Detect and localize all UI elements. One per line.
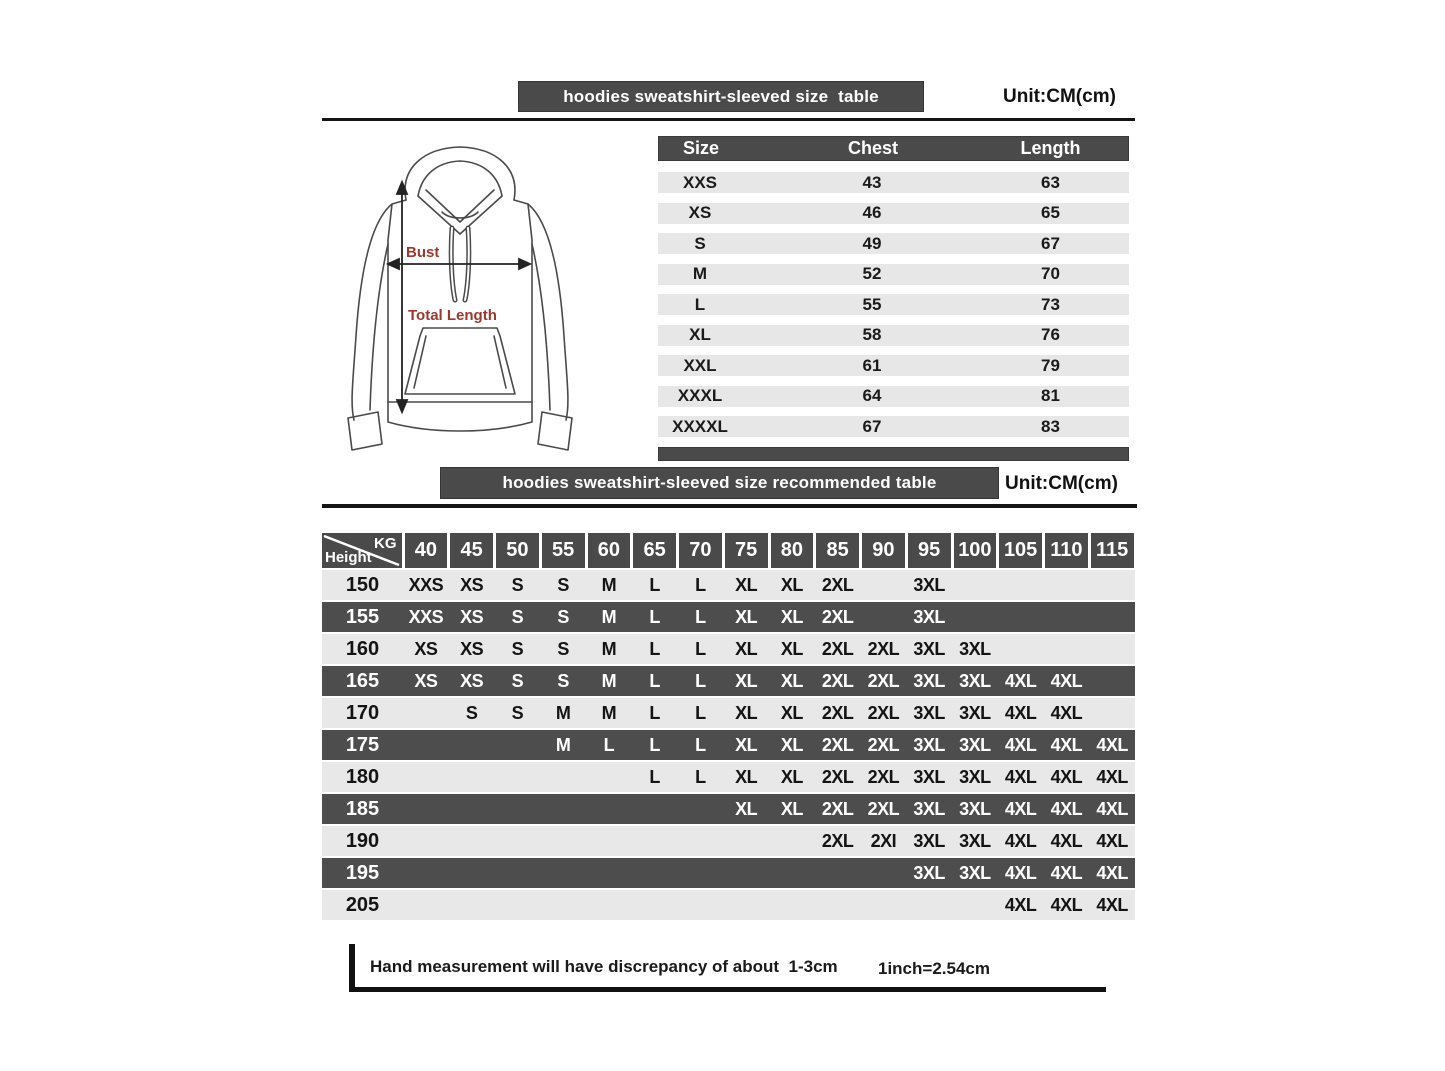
measurement-discrepancy-note: Hand measurement will have discrepancy of about 1-3cm — [370, 957, 838, 976]
matrix-size-cell: 4XL — [1050, 798, 1083, 819]
recommended-table-title-bar — [440, 467, 999, 499]
matrix-size-cell: XL — [735, 574, 758, 595]
matrix-size-cell: XL — [735, 638, 758, 659]
matrix-size-cell: M — [555, 734, 571, 755]
matrix-size-cell: 3XL — [913, 606, 945, 627]
matrix-size-cell — [449, 890, 495, 920]
matrix-size-cell — [815, 858, 861, 888]
matrix-size-cell: XL — [780, 798, 803, 819]
matrix-row-155 — [322, 602, 1135, 632]
height-label: 160 — [345, 637, 380, 660]
matrix-size-cell: 4XL — [1004, 894, 1037, 915]
size-table-length-cell: 83 — [1041, 416, 1060, 436]
size-table-row — [658, 203, 1129, 224]
matrix-size-cell: 3XL — [913, 830, 945, 851]
matrix-size-cell: 3XL — [959, 702, 991, 723]
size-table-length-cell: 79 — [1041, 355, 1060, 375]
matrix-size-cell: XL — [780, 574, 803, 595]
matrix-row-205 — [322, 890, 1135, 920]
size-table-length-cell: 76 — [1041, 325, 1060, 344]
matrix-size-cell: 2XL — [821, 830, 854, 851]
size-table-row — [658, 416, 1129, 437]
size-table-size-cell: XXS — [682, 172, 718, 192]
matrix-size-cell: 4XL — [1050, 702, 1083, 723]
matrix-size-cell — [952, 890, 998, 920]
divider-line-bottom — [322, 504, 1137, 508]
matrix-size-cell — [861, 858, 907, 888]
matrix-size-cell: L — [649, 574, 660, 595]
matrix-size-cell — [861, 570, 907, 600]
height-label: 185 — [345, 797, 380, 820]
matrix-size-cell: XS — [460, 670, 484, 691]
matrix-size-cell: M — [601, 606, 617, 627]
matrix-size-cell — [632, 826, 678, 856]
matrix-size-cell: S — [511, 606, 524, 627]
matrix-row-150 — [322, 570, 1135, 600]
matrix-size-cell: 3XL — [959, 766, 991, 787]
size-table-chest-cell: 64 — [862, 386, 882, 405]
matrix-size-cell — [540, 794, 586, 824]
matrix-row-185 — [322, 794, 1135, 824]
size-table-chest-cell: 67 — [862, 416, 882, 436]
weight-header-cell: 90 — [862, 533, 905, 568]
height-label: 150 — [345, 573, 380, 596]
weight-header-cell: 65 — [633, 533, 676, 568]
matrix-size-cell: 4XL — [1096, 766, 1128, 787]
matrix-header-row — [322, 533, 1135, 568]
weight-header-cell: 80 — [771, 533, 814, 568]
matrix-size-cell: 2XI — [870, 830, 897, 851]
matrix-size-cell — [723, 826, 769, 856]
matrix-size-cell: L — [649, 734, 660, 755]
matrix-size-cell — [1044, 570, 1090, 600]
matrix-size-cell: 2XL — [867, 670, 900, 691]
matrix-size-cell — [1089, 602, 1135, 632]
size-table-chest-cell: 43 — [862, 172, 882, 192]
size-table-row — [658, 355, 1129, 376]
size-table-size-cell: XXXL — [677, 386, 723, 405]
matrix-size-cell: 4XL — [1004, 670, 1037, 691]
matrix-size-cell: XS — [460, 638, 484, 659]
matrix-row-170 — [322, 698, 1135, 728]
matrix-size-cell: 4XL — [1096, 894, 1128, 915]
matrix-size-cell: 4XL — [1004, 766, 1037, 787]
weight-header-cell: 60 — [588, 533, 631, 568]
matrix-size-cell: XL — [735, 798, 758, 819]
matrix-size-cell — [449, 730, 495, 760]
total-length-label: Total Length — [408, 307, 497, 324]
matrix-size-cell: L — [695, 574, 706, 595]
matrix-size-cell — [1089, 570, 1135, 600]
matrix-size-cell — [1044, 602, 1090, 632]
unit-label-bottom: Unit:CM(cm) — [1005, 473, 1118, 494]
matrix-size-cell: L — [695, 606, 706, 627]
hoodie-measurement-diagram — [330, 136, 645, 458]
matrix-size-cell: XL — [780, 766, 803, 787]
matrix-size-cell: XS — [460, 574, 484, 595]
matrix-size-cell: XXS — [408, 574, 444, 595]
matrix-size-cell: 3XL — [959, 798, 991, 819]
matrix-size-cell — [495, 890, 541, 920]
matrix-size-cell — [449, 762, 495, 792]
height-label: 155 — [345, 605, 380, 628]
size-table-row — [658, 325, 1129, 346]
matrix-size-cell: 4XL — [1004, 830, 1037, 851]
matrix-corner-cell — [322, 533, 402, 568]
size-table-body — [658, 172, 1129, 437]
size-table-size-cell: XL — [689, 325, 711, 344]
matrix-size-cell: 4XL — [1004, 734, 1037, 755]
matrix-size-cell: XXS — [408, 606, 444, 627]
matrix-size-cell: L — [603, 734, 615, 755]
size-table-footer-bar — [658, 447, 1129, 461]
matrix-size-cell: L — [695, 702, 706, 723]
matrix-size-cell — [495, 858, 541, 888]
matrix-size-cell: L — [649, 670, 660, 691]
matrix-size-cell — [586, 762, 632, 792]
matrix-size-cell — [1089, 634, 1135, 664]
matrix-row-195 — [322, 858, 1135, 888]
matrix-size-cell — [449, 794, 495, 824]
matrix-size-cell: 2XL — [821, 606, 854, 627]
matrix-row-180 — [322, 762, 1135, 792]
corner-height-label: Height — [325, 549, 372, 566]
size-table-length-cell: 65 — [1041, 203, 1060, 222]
matrix-size-cell — [495, 826, 541, 856]
matrix-size-cell: L — [695, 734, 706, 755]
matrix-size-cell: XS — [414, 638, 438, 659]
matrix-size-cell: XL — [780, 702, 803, 723]
matrix-size-cell: XS — [414, 670, 438, 691]
matrix-size-cell: 2XL — [821, 670, 854, 691]
matrix-row-190 — [322, 826, 1135, 856]
size-table-row — [658, 386, 1129, 407]
matrix-size-cell: 4XL — [1050, 862, 1083, 883]
matrix-size-cell — [723, 890, 769, 920]
size-table — [658, 136, 1129, 461]
matrix-size-cell: 4XL — [1096, 734, 1128, 755]
matrix-size-cell: 4XL — [1096, 798, 1128, 819]
matrix-size-cell: 2XL — [821, 798, 854, 819]
matrix-size-cell — [403, 890, 449, 920]
matrix-size-cell: S — [557, 670, 569, 691]
matrix-size-cell: XL — [780, 638, 803, 659]
matrix-size-cell: S — [465, 702, 478, 723]
matrix-size-cell: 3XL — [959, 638, 991, 659]
size-table-size-cell: M — [692, 264, 708, 283]
size-table-size-cell: S — [694, 233, 706, 253]
size-table-row — [658, 294, 1129, 315]
matrix-size-cell: 2XL — [867, 766, 900, 787]
weight-header-cell: 70 — [679, 533, 722, 568]
weight-header-cell: 110 — [1045, 533, 1088, 568]
matrix-size-cell — [769, 858, 815, 888]
matrix-size-cell — [449, 826, 495, 856]
matrix-size-cell: 3XL — [913, 798, 945, 819]
length-column-header: Length — [1020, 138, 1081, 158]
matrix-size-cell: 2XL — [821, 734, 854, 755]
matrix-size-cell: 4XL — [1050, 894, 1083, 915]
matrix-size-cell: M — [555, 702, 571, 723]
matrix-size-cell: S — [511, 670, 524, 691]
matrix-size-cell: 4XL — [1050, 830, 1083, 851]
matrix-size-cell: XL — [735, 734, 758, 755]
size-table-title-bar — [518, 81, 924, 112]
matrix-size-cell — [632, 858, 678, 888]
matrix-size-cell — [1044, 634, 1090, 664]
matrix-size-cell: M — [601, 702, 617, 723]
matrix-size-cell — [678, 794, 724, 824]
matrix-size-cell: XL — [780, 734, 803, 755]
matrix-size-cell — [1089, 666, 1135, 696]
matrix-size-cell — [586, 890, 632, 920]
footer-bracket-horizontal — [349, 987, 1106, 992]
matrix-size-cell: M — [601, 670, 617, 691]
size-table-length-cell: 73 — [1041, 294, 1060, 314]
size-table-title: hoodies sweatshirt-sleeved size table — [563, 86, 879, 106]
matrix-size-cell: 2XL — [867, 702, 900, 723]
size-table-size-cell: XXL — [683, 355, 717, 375]
matrix-size-cell — [1089, 698, 1135, 728]
size-table-length-cell: 63 — [1041, 172, 1060, 192]
weight-header-cell: 95 — [908, 533, 951, 568]
matrix-size-cell — [632, 890, 678, 920]
size-table-length-cell: 81 — [1041, 386, 1060, 405]
height-label: 195 — [345, 861, 380, 884]
matrix-size-cell — [632, 794, 678, 824]
matrix-size-cell: XL — [780, 606, 803, 627]
matrix-size-cell — [403, 730, 449, 760]
height-label: 180 — [345, 765, 380, 788]
matrix-size-cell: 2XL — [821, 702, 854, 723]
height-label: 175 — [345, 733, 380, 756]
matrix-size-cell — [723, 858, 769, 888]
matrix-size-cell — [998, 602, 1044, 632]
matrix-size-cell — [403, 698, 449, 728]
bust-label: Bust — [406, 244, 440, 261]
matrix-size-cell: 4XL — [1004, 798, 1037, 819]
weight-header-cell: 75 — [725, 533, 768, 568]
matrix-size-cell — [540, 826, 586, 856]
matrix-size-cell — [586, 858, 632, 888]
matrix-size-cell: 4XL — [1004, 862, 1037, 883]
height-label: 190 — [345, 829, 380, 852]
matrix-size-cell: S — [511, 638, 524, 659]
matrix-size-cell: 4XL — [1004, 702, 1037, 723]
matrix-size-cell: L — [649, 766, 660, 787]
size-table-row — [658, 172, 1129, 193]
matrix-size-cell — [540, 762, 586, 792]
matrix-size-cell: 3XL — [913, 574, 945, 595]
height-label: 205 — [345, 893, 380, 916]
matrix-size-cell — [998, 634, 1044, 664]
size-table-size-cell: XS — [688, 203, 712, 222]
matrix-size-cell: 4XL — [1050, 766, 1083, 787]
divider-line-top — [322, 118, 1135, 121]
matrix-size-cell: 4XL — [1096, 830, 1128, 851]
matrix-size-cell: XL — [780, 670, 803, 691]
weight-header-cell: 85 — [816, 533, 859, 568]
matrix-size-cell: 2XL — [867, 638, 900, 659]
weight-header-cell: 55 — [542, 533, 585, 568]
matrix-size-cell: 3XL — [959, 670, 991, 691]
matrix-size-cell: M — [601, 574, 617, 595]
matrix-row-175 — [322, 730, 1135, 760]
size-table-chest-cell: 46 — [862, 203, 882, 222]
size-table-chest-cell: 61 — [862, 355, 882, 375]
weight-header-cell: 40 — [405, 533, 448, 568]
matrix-size-cell — [678, 890, 724, 920]
matrix-size-cell: 2XL — [821, 638, 854, 659]
matrix-size-cell: XL — [735, 670, 758, 691]
matrix-size-cell — [952, 570, 998, 600]
matrix-size-cell — [540, 890, 586, 920]
matrix-size-cell: 4XL — [1050, 734, 1083, 755]
matrix-size-cell: L — [649, 638, 660, 659]
matrix-size-cell: 2XL — [867, 734, 900, 755]
matrix-size-cell: L — [695, 638, 706, 659]
matrix-row-165 — [322, 666, 1135, 696]
inch-conversion-note: 1inch=2.54cm — [878, 959, 990, 978]
matrix-size-cell — [678, 826, 724, 856]
matrix-size-cell: XL — [735, 766, 758, 787]
weight-header-cell: 50 — [496, 533, 539, 568]
matrix-size-cell: 3XL — [913, 638, 945, 659]
matrix-size-cell — [861, 602, 907, 632]
height-label: 170 — [345, 701, 380, 724]
matrix-size-cell — [540, 858, 586, 888]
height-label: 165 — [345, 669, 380, 692]
matrix-size-cell: L — [695, 766, 706, 787]
size-table-chest-cell: 49 — [862, 233, 882, 253]
weight-header-cell: 45 — [450, 533, 493, 568]
matrix-body — [322, 570, 1135, 920]
matrix-size-cell: 3XL — [913, 670, 945, 691]
matrix-size-cell — [495, 794, 541, 824]
size-table-chest-cell: 55 — [862, 294, 882, 314]
matrix-size-cell: S — [557, 638, 569, 659]
weight-header-cell: 115 — [1091, 533, 1134, 568]
matrix-size-cell — [403, 762, 449, 792]
matrix-row-160 — [322, 634, 1135, 664]
size-table-header — [658, 136, 1129, 161]
matrix-size-cell — [449, 858, 495, 888]
matrix-size-cell: 4XL — [1050, 670, 1083, 691]
matrix-size-cell: 3XL — [959, 830, 991, 851]
matrix-size-cell — [861, 890, 907, 920]
weight-header-cell: 105 — [999, 533, 1042, 568]
matrix-size-cell — [998, 570, 1044, 600]
matrix-size-cell: 3XL — [959, 862, 991, 883]
footer-bracket-vertical — [349, 944, 355, 992]
matrix-size-cell: 2XL — [867, 798, 900, 819]
matrix-size-cell: S — [557, 574, 569, 595]
matrix-size-cell: L — [649, 702, 660, 723]
matrix-size-cell: S — [557, 606, 569, 627]
matrix-size-cell: XS — [460, 606, 484, 627]
matrix-size-cell — [403, 794, 449, 824]
matrix-size-cell: XL — [735, 702, 758, 723]
matrix-size-cell: 3XL — [913, 734, 945, 755]
unit-label-top: Unit:CM(cm) — [1003, 86, 1116, 107]
matrix-size-cell — [952, 602, 998, 632]
weight-header-cell: 100 — [954, 533, 997, 568]
recommended-table-title: hoodies sweatshirt-sleeved size recommended table — [502, 473, 937, 492]
matrix-size-cell — [586, 794, 632, 824]
size-recommendation-matrix — [322, 533, 1135, 920]
matrix-size-cell: S — [511, 702, 524, 723]
matrix-size-cell: 2XL — [821, 766, 854, 787]
matrix-size-cell — [403, 826, 449, 856]
matrix-size-cell — [769, 826, 815, 856]
size-table-chest-cell: 52 — [862, 264, 882, 283]
size-column-header: Size — [682, 138, 720, 158]
size-table-size-cell: L — [694, 294, 706, 314]
size-table-length-cell: 67 — [1041, 233, 1060, 253]
matrix-size-cell — [495, 730, 541, 760]
matrix-size-cell: L — [649, 606, 660, 627]
matrix-size-cell: XL — [735, 606, 758, 627]
size-table-size-cell: XXXXL — [672, 416, 728, 436]
size-table-chest-cell: 58 — [862, 325, 882, 344]
matrix-size-cell: L — [695, 670, 706, 691]
corner-kg-label: KG — [374, 535, 397, 552]
matrix-size-cell: M — [601, 638, 617, 659]
matrix-size-cell — [815, 890, 861, 920]
matrix-size-cell — [906, 890, 952, 920]
matrix-size-cell — [769, 890, 815, 920]
matrix-size-cell — [678, 858, 724, 888]
matrix-size-cell: 3XL — [913, 862, 945, 883]
size-table-row — [658, 264, 1129, 285]
matrix-size-cell: 4XL — [1096, 862, 1128, 883]
matrix-size-cell: 3XL — [913, 766, 945, 787]
matrix-size-cell — [586, 826, 632, 856]
matrix-size-cell: 3XL — [959, 734, 991, 755]
chest-column-header: Chest — [847, 138, 898, 158]
size-table-length-cell: 70 — [1041, 264, 1060, 283]
matrix-size-cell — [495, 762, 541, 792]
matrix-size-cell: 2XL — [821, 574, 854, 595]
size-table-row — [658, 233, 1129, 254]
matrix-size-cell — [403, 858, 449, 888]
matrix-size-cell: 3XL — [913, 702, 945, 723]
matrix-size-cell: S — [511, 574, 524, 595]
